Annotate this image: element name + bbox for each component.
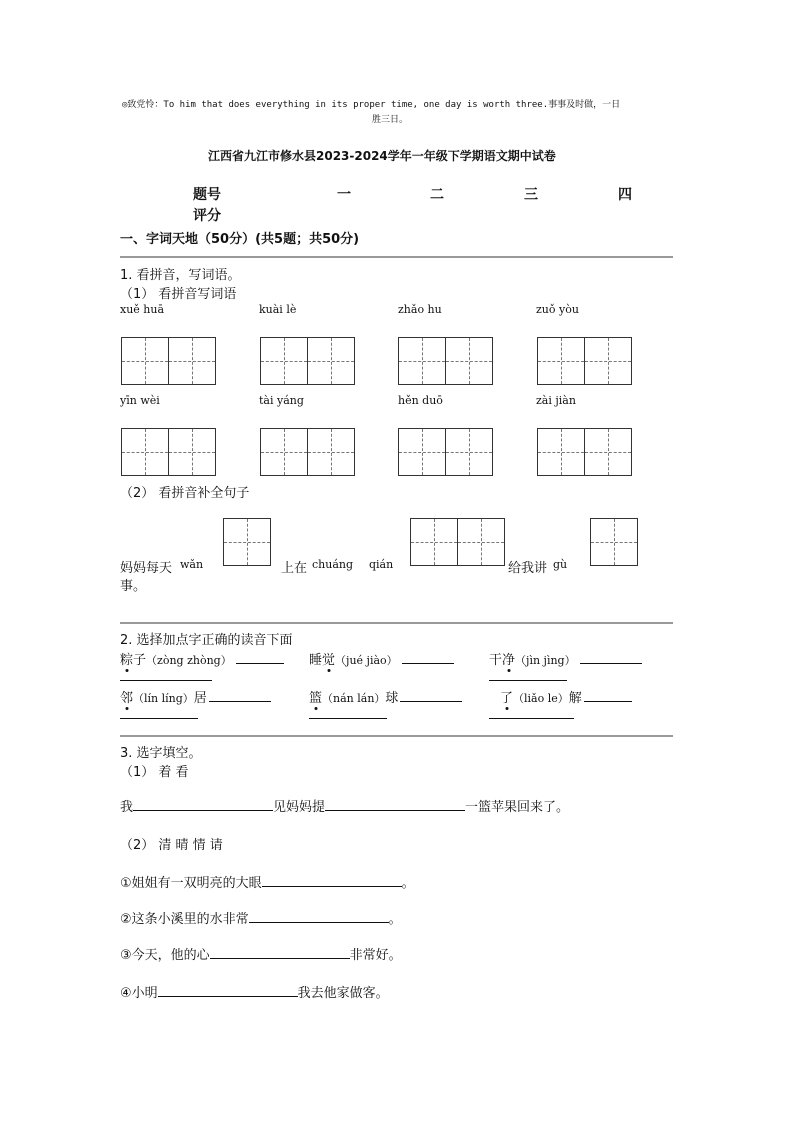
- motto-line-2: 胜三日。: [372, 115, 409, 125]
- sentence-text: 非常好。: [349, 948, 402, 963]
- writing-grid[interactable]: [121, 337, 215, 385]
- sentence-text: ④小明: [120, 986, 158, 1001]
- dotted-char: 觉: [322, 653, 336, 668]
- score-table-row-label: 题号: [193, 187, 221, 203]
- word-char: 居: [193, 691, 207, 706]
- dotted-char: 篮: [309, 691, 323, 706]
- sentence-text: 我: [120, 800, 134, 815]
- answer-blank[interactable]: [309, 706, 387, 719]
- answer-blank[interactable]: [489, 706, 574, 719]
- sentence-text: ②这条小溪里的水非常: [120, 912, 249, 927]
- answer-blank-row: [489, 706, 574, 722]
- answer-blank[interactable]: [158, 984, 298, 997]
- sentence-text: 。: [388, 912, 402, 927]
- answer-blank[interactable]: [402, 651, 454, 664]
- q1-sub1: （1） 看拼音写词语: [120, 287, 237, 302]
- answer-blank[interactable]: [210, 946, 350, 959]
- q1-title: 1. 看拼音，写词语。: [120, 268, 241, 283]
- pinyin-options: （lín líng）: [133, 692, 194, 705]
- divider: [120, 735, 673, 737]
- pinyin-4: zuǒ yòu: [536, 303, 579, 316]
- pinyin-3: zhǎo hu: [398, 303, 442, 316]
- q2-item-2: [309, 649, 454, 668]
- q2-item-4: [120, 687, 271, 706]
- answer-blank[interactable]: [133, 798, 273, 811]
- sentence-part-3: 给我讲: [508, 561, 548, 576]
- score-table-col-2: 二: [430, 187, 444, 203]
- dotted-char: 净: [502, 653, 516, 668]
- answer-blank[interactable]: [120, 706, 198, 719]
- sentence-part-1: 妈妈每天: [120, 561, 173, 576]
- word-char: 解: [568, 691, 582, 706]
- writing-grid[interactable]: [590, 518, 637, 566]
- score-table-col-3: 三: [524, 187, 538, 203]
- pinyin-1: xuě huā: [120, 303, 165, 316]
- q2-item-6: [500, 687, 632, 706]
- sentence-part-4: 事。: [120, 579, 147, 594]
- q3-line-1: [120, 872, 415, 891]
- sentence-pinyin-2: chuáng: [312, 558, 354, 571]
- writing-grid[interactable]: [537, 337, 631, 385]
- section-1-heading: 一、字词天地（50分）(共5题；共50分): [120, 232, 360, 247]
- word-char: 球: [385, 691, 399, 706]
- dotted-char: 了: [500, 691, 514, 706]
- answer-blank-row: [120, 668, 212, 684]
- sentence-text: ①姐姐有一双明亮的大眼: [120, 876, 262, 891]
- pinyin-2: kuài lè: [259, 303, 297, 316]
- writing-grid[interactable]: [260, 428, 354, 476]
- sentence-text: 一篮苹果回来了。: [465, 800, 570, 815]
- writing-grid[interactable]: [121, 428, 215, 476]
- answer-blank[interactable]: [236, 651, 284, 664]
- answer-blank[interactable]: [262, 874, 402, 887]
- q3-title: 3. 选字填空。: [120, 746, 202, 761]
- answer-blank[interactable]: [584, 689, 632, 702]
- sentence-part-2: 上在: [281, 561, 308, 576]
- q3-sub1: （1） 着 看: [120, 765, 189, 780]
- q2-item-5: [309, 687, 462, 706]
- answer-blank[interactable]: [325, 798, 465, 811]
- pinyin-options: （nán lán）: [322, 692, 386, 705]
- word-char: 子: [133, 653, 147, 668]
- sentence-pinyin-1: wǎn: [180, 558, 204, 571]
- motto-line-1: ◎致党怜：To him that does everything in its proper time, one day is worth three.事事及时做，一日: [122, 100, 621, 110]
- pinyin-options: （jué jiào）: [335, 654, 398, 667]
- dotted-char: 粽: [120, 653, 134, 668]
- answer-blank[interactable]: [580, 651, 642, 664]
- pinyin-options: （liǎo le）: [513, 692, 569, 705]
- divider: [120, 622, 673, 624]
- q3-sentence-1: [120, 796, 569, 815]
- answer-blank[interactable]: [120, 668, 212, 681]
- writing-grid[interactable]: [223, 518, 270, 566]
- writing-grid[interactable]: [410, 518, 504, 566]
- sentence-text: 我去他家做客。: [297, 986, 389, 1001]
- sentence-pinyin-3: qián: [369, 558, 394, 571]
- pinyin-8: zài jiàn: [536, 394, 576, 407]
- sentence-text: 。: [401, 876, 415, 891]
- answer-blank[interactable]: [209, 689, 271, 702]
- q3-sub2: （2） 清 晴 情 请: [120, 838, 223, 853]
- sentence-pinyin-4: gù: [553, 558, 568, 571]
- sentence-text: 见妈妈提: [273, 800, 326, 815]
- pinyin-options: （jìn jìng）: [515, 654, 576, 667]
- pinyin-5: yīn wèi: [120, 394, 160, 407]
- answer-blank[interactable]: [249, 910, 389, 923]
- answer-blank-row: [309, 706, 387, 722]
- pinyin-options: （zòng zhòng）: [146, 654, 232, 667]
- pinyin-6: tài yáng: [259, 394, 304, 407]
- sentence-text: ③今天，他的心: [120, 948, 210, 963]
- writing-grid[interactable]: [398, 428, 492, 476]
- answer-blank[interactable]: [400, 689, 462, 702]
- score-table-col-4: 四: [618, 187, 632, 203]
- word-char: 干: [489, 653, 503, 668]
- score-table-col-1: 一: [337, 187, 351, 203]
- q1-sub2: （2） 看拼音补全句子: [120, 486, 250, 501]
- q3-line-2: [120, 908, 402, 927]
- writing-grid[interactable]: [260, 337, 354, 385]
- exam-title: 江西省九江市修水县2023-2024学年一年级下学期语文期中试卷: [208, 149, 556, 163]
- pinyin-7: hěn duō: [398, 394, 443, 407]
- divider: [120, 256, 673, 258]
- answer-blank[interactable]: [489, 668, 567, 681]
- q2-title: 2. 选择加点字正确的读音下面: [120, 633, 293, 648]
- writing-grid[interactable]: [537, 428, 631, 476]
- dotted-char: 邻: [120, 691, 134, 706]
- q3-line-3: [120, 944, 402, 963]
- q3-line-4: [120, 982, 389, 1001]
- writing-grid[interactable]: [398, 337, 492, 385]
- q2-item-1: [120, 649, 284, 668]
- answer-blank-row: [489, 668, 567, 684]
- answer-blank-row: [120, 706, 198, 722]
- q2-item-3: [489, 649, 642, 668]
- score-table-score-label: 评分: [193, 208, 221, 224]
- word-char: 睡: [309, 653, 323, 668]
